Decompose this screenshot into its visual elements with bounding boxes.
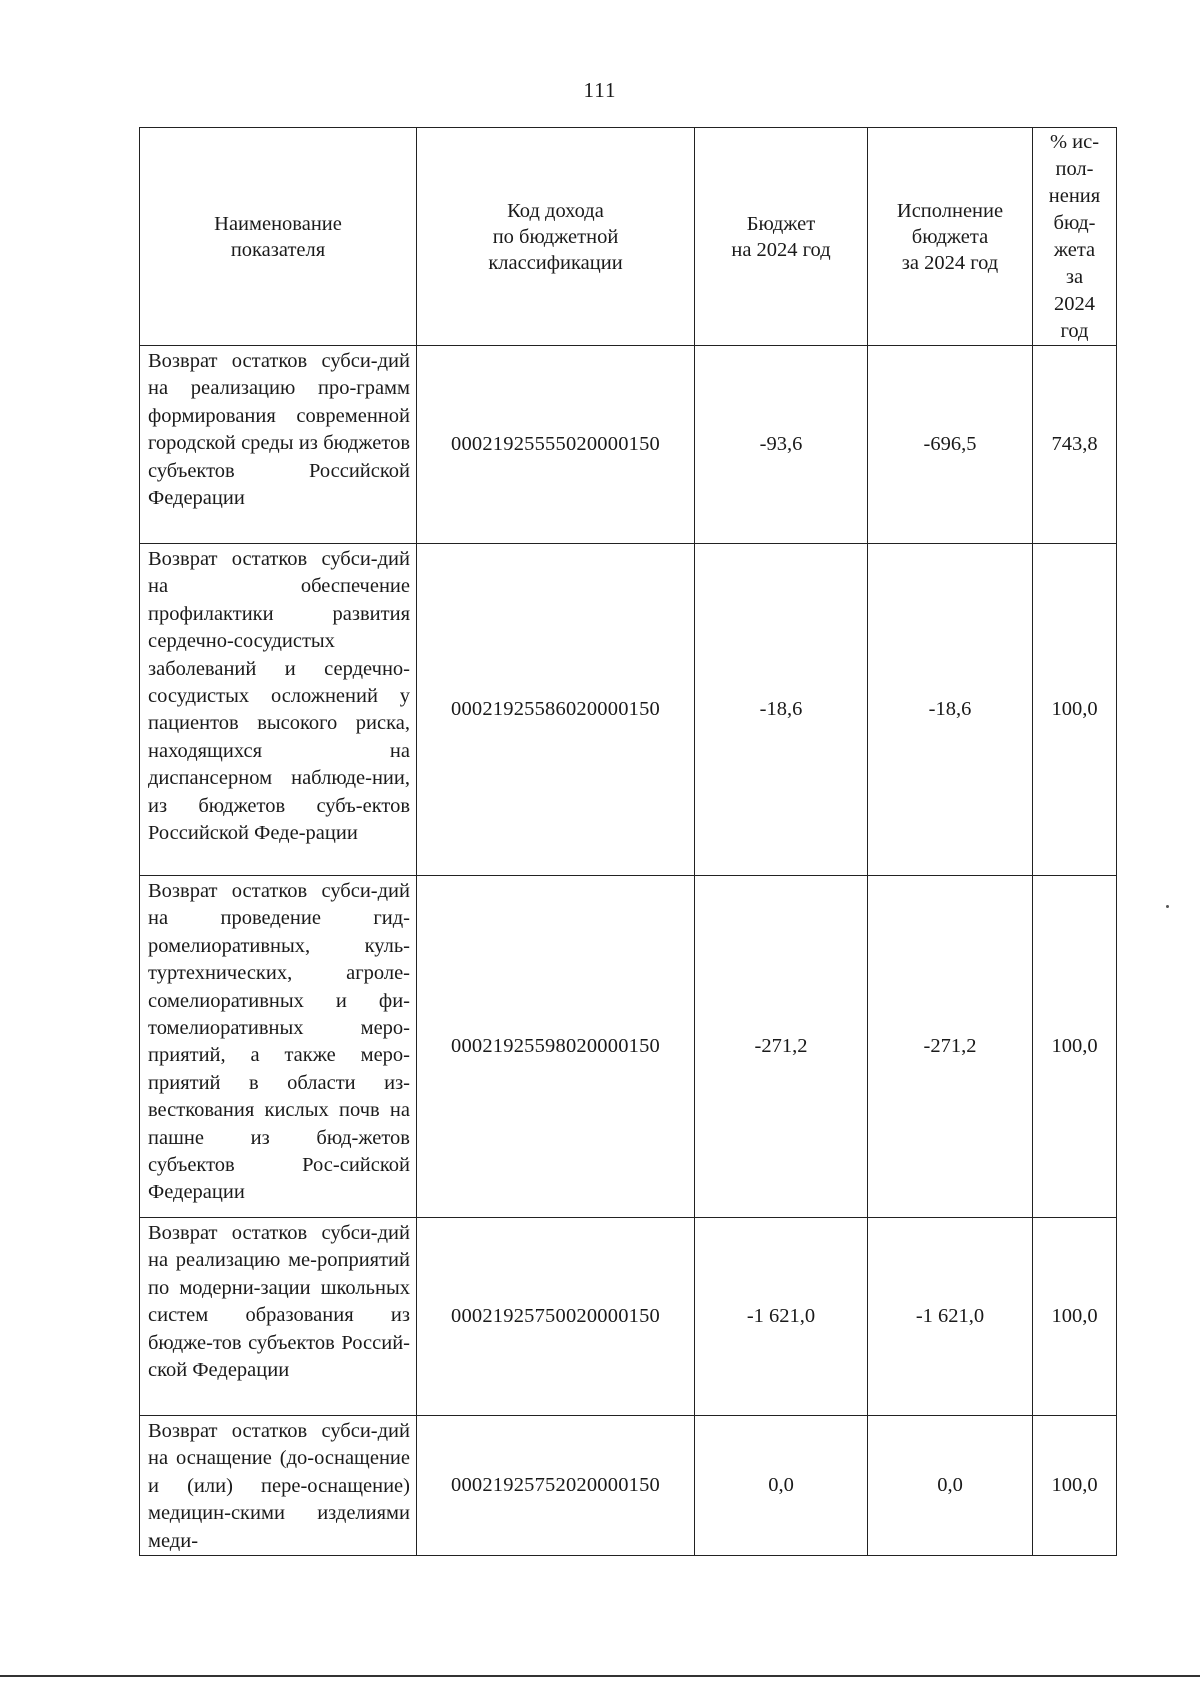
row-percent: 743,8 [1033, 346, 1117, 544]
row-code: 00021925750020000150 [417, 1218, 695, 1416]
row-percent: 100,0 [1033, 876, 1117, 1218]
table-row [140, 1416, 1117, 1556]
budget-execution-table [139, 127, 1117, 1556]
page-bottom-rule [0, 1675, 1200, 1677]
scan-speck [1166, 905, 1169, 908]
row-percent: 100,0 [1033, 544, 1117, 876]
row-budget: -1 621,0 [695, 1218, 868, 1416]
row-name: Возврат остатков субси-дий на реализацию про-грамм формирования современной городской среды из бюджетов субъектов Российской Федерации [140, 346, 417, 544]
row-execution: -1 621,0 [868, 1218, 1033, 1416]
table-row [140, 876, 1117, 1218]
row-name: Возврат остатков субси-дий на оснащение (до-оснащение и (или) пере-оснащение) медицин-скими изделиями меди- [140, 1416, 417, 1556]
header-code: Код дохода по бюджетной классификации [417, 128, 695, 346]
table-header-row [140, 128, 1117, 346]
header-execution: Исполнение бюджета за 2024 год [868, 128, 1033, 346]
row-percent: 100,0 [1033, 1218, 1117, 1416]
row-budget: 0,0 [695, 1416, 868, 1556]
row-budget: -93,6 [695, 346, 868, 544]
row-execution: -18,6 [868, 544, 1033, 876]
row-code: 00021925598020000150 [417, 876, 695, 1218]
row-code: 00021925555020000150 [417, 346, 695, 544]
row-budget: -18,6 [695, 544, 868, 876]
header-percent: % ис- пол- нения бюд- жета за 2024 год [1033, 128, 1117, 346]
row-execution: -696,5 [868, 346, 1033, 544]
table-row [140, 544, 1117, 876]
row-code: 00021925752020000150 [417, 1416, 695, 1556]
row-budget: -271,2 [695, 876, 868, 1218]
row-name: Возврат остатков субси-дий на обеспечение профилактики развития сердечно-сосудистых заболеваний и сердечно-сосудистых осложнений у пациентов высокого риска, находящихся на диспансерном наблюде-нии, из бюджетов субъ-ектов Российской Феде-рации [140, 544, 417, 876]
row-name: Возврат остатков субси-дий на реализацию ме-роприятий по модерни-зации школьных систем образования из бюдже-тов субъектов Россий-ской Федерации [140, 1218, 417, 1416]
header-name: Наименование показателя [140, 128, 417, 346]
row-execution: -271,2 [868, 876, 1033, 1218]
page-number: 111 [583, 78, 617, 102]
row-name: Возврат остатков субси-дий на проведение гид-ромелиоративных, куль-туртехнических, агроле-сомелиоративных и фи-томелиоративных меро-приятий, а также меро-приятий в области из-весткования кислых почв на пашне из бюд-жетов субъектов Рос-сийской Федерации [140, 876, 417, 1218]
row-execution: 0,0 [868, 1416, 1033, 1556]
table-row [140, 346, 1117, 544]
table-row [140, 1218, 1117, 1416]
row-code: 00021925586020000150 [417, 544, 695, 876]
header-budget: Бюджет на 2024 год [695, 128, 868, 346]
row-percent: 100,0 [1033, 1416, 1117, 1556]
